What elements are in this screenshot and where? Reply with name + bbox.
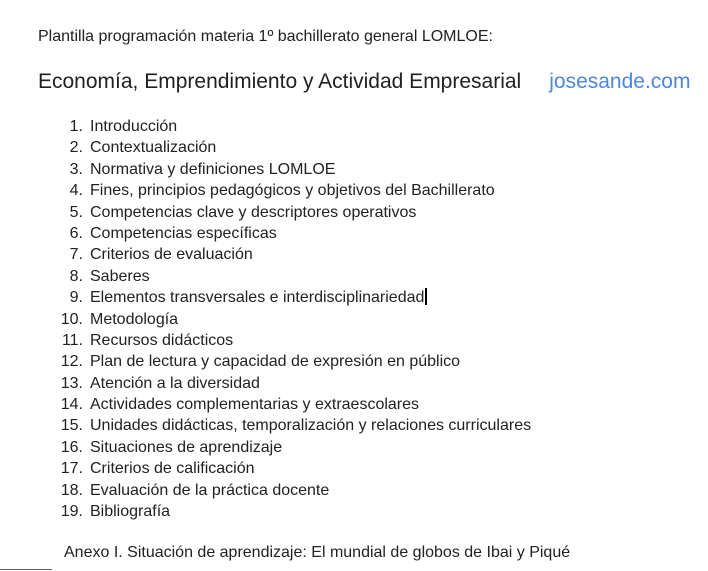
- website-link[interactable]: josesande.com: [549, 70, 691, 93]
- template-heading: Plantilla programación materia 1º bachillerato general LOMLOE:: [38, 28, 493, 45]
- toc-item-text: Criterios de calificación: [90, 460, 255, 478]
- text-cursor: [425, 288, 427, 305]
- toc-item-label: [90, 373, 260, 394]
- toc-item-text: Criterios de evaluación: [90, 246, 253, 264]
- toc-item-label: [90, 202, 416, 223]
- toc-item-text: Metodología: [90, 310, 179, 328]
- toc-item-number: 15.: [60, 417, 83, 435]
- toc-item-number: 6.: [69, 224, 83, 242]
- toc-item-text: Actividades complementarias y extraescolares: [90, 396, 420, 414]
- toc-item-text: Fines, principios pedagógicos y objetivos del Bachillerato: [90, 182, 495, 200]
- toc-item-label: [90, 437, 282, 458]
- toc-item-label: [90, 330, 233, 351]
- toc-item-label: [90, 266, 150, 287]
- document-title: Economía, Emprendimiento y Actividad Empresarial: [38, 70, 522, 93]
- footnote-divider: [0, 569, 52, 570]
- annex-heading: Anexo I. Situación de aprendizaje: El mundial de globos de Ibai y Piqué: [64, 544, 571, 561]
- toc-item-text: Introducción: [90, 118, 178, 135]
- toc-item-number: 2.: [69, 139, 83, 157]
- toc-item-text: Bibliografía: [90, 503, 171, 521]
- toc-item-label: [90, 501, 170, 522]
- toc-item-text: Elementos transversales e interdisciplinariedad: [90, 289, 425, 307]
- toc-item-label: [90, 159, 335, 180]
- toc-item-label: [90, 351, 460, 372]
- toc-item-label: [90, 309, 178, 330]
- toc-item-text: Evaluación de la práctica docente: [90, 481, 330, 499]
- toc-item-number: 7.: [69, 246, 83, 264]
- toc-item-label: [90, 458, 255, 479]
- toc-item-number: 11.: [61, 331, 83, 349]
- toc-item-text: Normativa y definiciones LOMLOE: [90, 160, 336, 178]
- toc-item-number: 5.: [69, 203, 83, 221]
- toc-item-number: 9.: [69, 289, 83, 307]
- toc-item-number: 3.: [69, 160, 83, 178]
- toc-item-number: 4.: [69, 182, 83, 200]
- title-row: [38, 69, 690, 97]
- toc-item-number: 12.: [60, 353, 83, 371]
- toc-item-text: Recursos didácticos: [90, 331, 234, 349]
- toc-item-number: 16.: [60, 438, 83, 456]
- toc-item-label: [90, 116, 177, 137]
- toc-item-number: 19.: [60, 503, 83, 521]
- toc-item-number: 10.: [60, 310, 83, 328]
- toc-item-text: Atención a la diversidad: [90, 374, 260, 392]
- toc-item-label: [90, 244, 253, 265]
- toc-item-number: 8.: [69, 267, 83, 285]
- toc-item-text: Saberes: [90, 267, 150, 285]
- toc-item-label: [90, 137, 216, 158]
- toc-item-number: 18.: [60, 481, 83, 499]
- toc-item-label: [90, 394, 419, 415]
- toc-item-number: 14.: [60, 396, 83, 414]
- toc-item-number: 1.: [69, 118, 83, 135]
- toc-item-label: [90, 287, 427, 308]
- toc-item-text: Competencias clave y descriptores operativos: [90, 203, 417, 221]
- toc-item-number: 17.: [60, 460, 83, 478]
- toc-item-text: Unidades didácticas, temporalización y relaciones curriculares: [90, 417, 532, 435]
- toc-item-label: [90, 180, 495, 201]
- toc-item-text: Plan de lectura y capacidad de expresión en público: [90, 353, 461, 371]
- toc-item-text: Situaciones de aprendizaje: [90, 438, 283, 456]
- toc-item-label: [90, 480, 329, 501]
- toc-item-label: [90, 415, 531, 436]
- toc-item-label: [90, 223, 277, 244]
- toc-item-text: Competencias específicas: [90, 224, 277, 242]
- toc-item-number: 13.: [60, 374, 83, 392]
- toc-item-text: Contextualización: [90, 139, 217, 157]
